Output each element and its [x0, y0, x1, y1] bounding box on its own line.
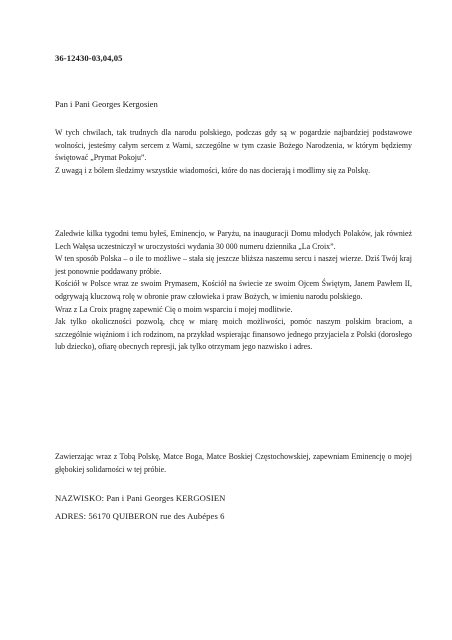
paragraph: W tych chwilach, tak trudnych dla narodu polskiego, podczas gdy są w pogardzie najbardziej podstawowe wolności, jesteśmy całym sercem z Wami, szczególne w tym czasie Bożego Narodzenia, w którym będziemy świętować „Prymat Pokoju”. [55, 128, 412, 163]
paragraph: Z uwagą i z bólem śledzimy wszystkie wiadomości, które do nas docierają i modlimy się za Polskę. [55, 165, 371, 175]
salutation: Pan i Pani Georges Kergosien [55, 99, 158, 109]
paragraph-block-1 [55, 127, 412, 177]
paragraph-block-2 [55, 228, 412, 354]
paragraph: Wraz z La Croix pragnę zapewnić Cię o moim wsparciu i mojej modlitwie. [55, 304, 293, 314]
paragraph: Jak tylko okoliczności pozwolą, chcę w miarę moich możliwości, pomóc naszym polskim braciom, a szczególnie więźniom i ich rodzinom, na przykład wspierając finansowo jednego przyjaciela z Polski (dorosłego lub dziecko), ofiarę obecnych represji, jak tylko otrzymam jego nazwisko i adres. [55, 317, 412, 352]
paragraph: Zaledwie kilka tygodni temu byłeś, Eminencjo, w Paryżu, na inauguracji Domu młodych Polaków, jak również Lech Wałęsa uczestniczył w uroczystości wydania 30 000 numeru dziennika „La Croix”. [55, 229, 412, 251]
paragraph: W ten sposób Polska – o ile to możliwe – stała się jeszcze bliższa naszemu sercu i naszej wierze. Dziś Twój kraj jest ponownie poddawany próbie. [55, 254, 412, 276]
paragraph-block-3 [55, 451, 412, 476]
paragraph: Zawierzając wraz z Tobą Polskę, Matce Boga, Matce Boskiej Częstochowskiej, zapewniam Eminencję o mojej głębokiej solidarności w tej próbie. [55, 452, 412, 474]
name-line: NAZWISKO: Pan i Pani Georges KERGOSIEN [55, 493, 226, 503]
paragraph: Kościół w Polsce wraz ze swoim Prymasem, Kościół na świecie ze swoim Ojcem Świętym, Janem Pawłem II, odgrywają kluczową rolę w obronie praw człowieka i praw Bożych, w imieniu narodu polskiego. [55, 279, 412, 301]
reference-number: 36-12430-03,04,05 [55, 53, 123, 63]
address-line: ADRES: 56170 QUIBERON rue des Aubépes 6 [55, 511, 225, 521]
